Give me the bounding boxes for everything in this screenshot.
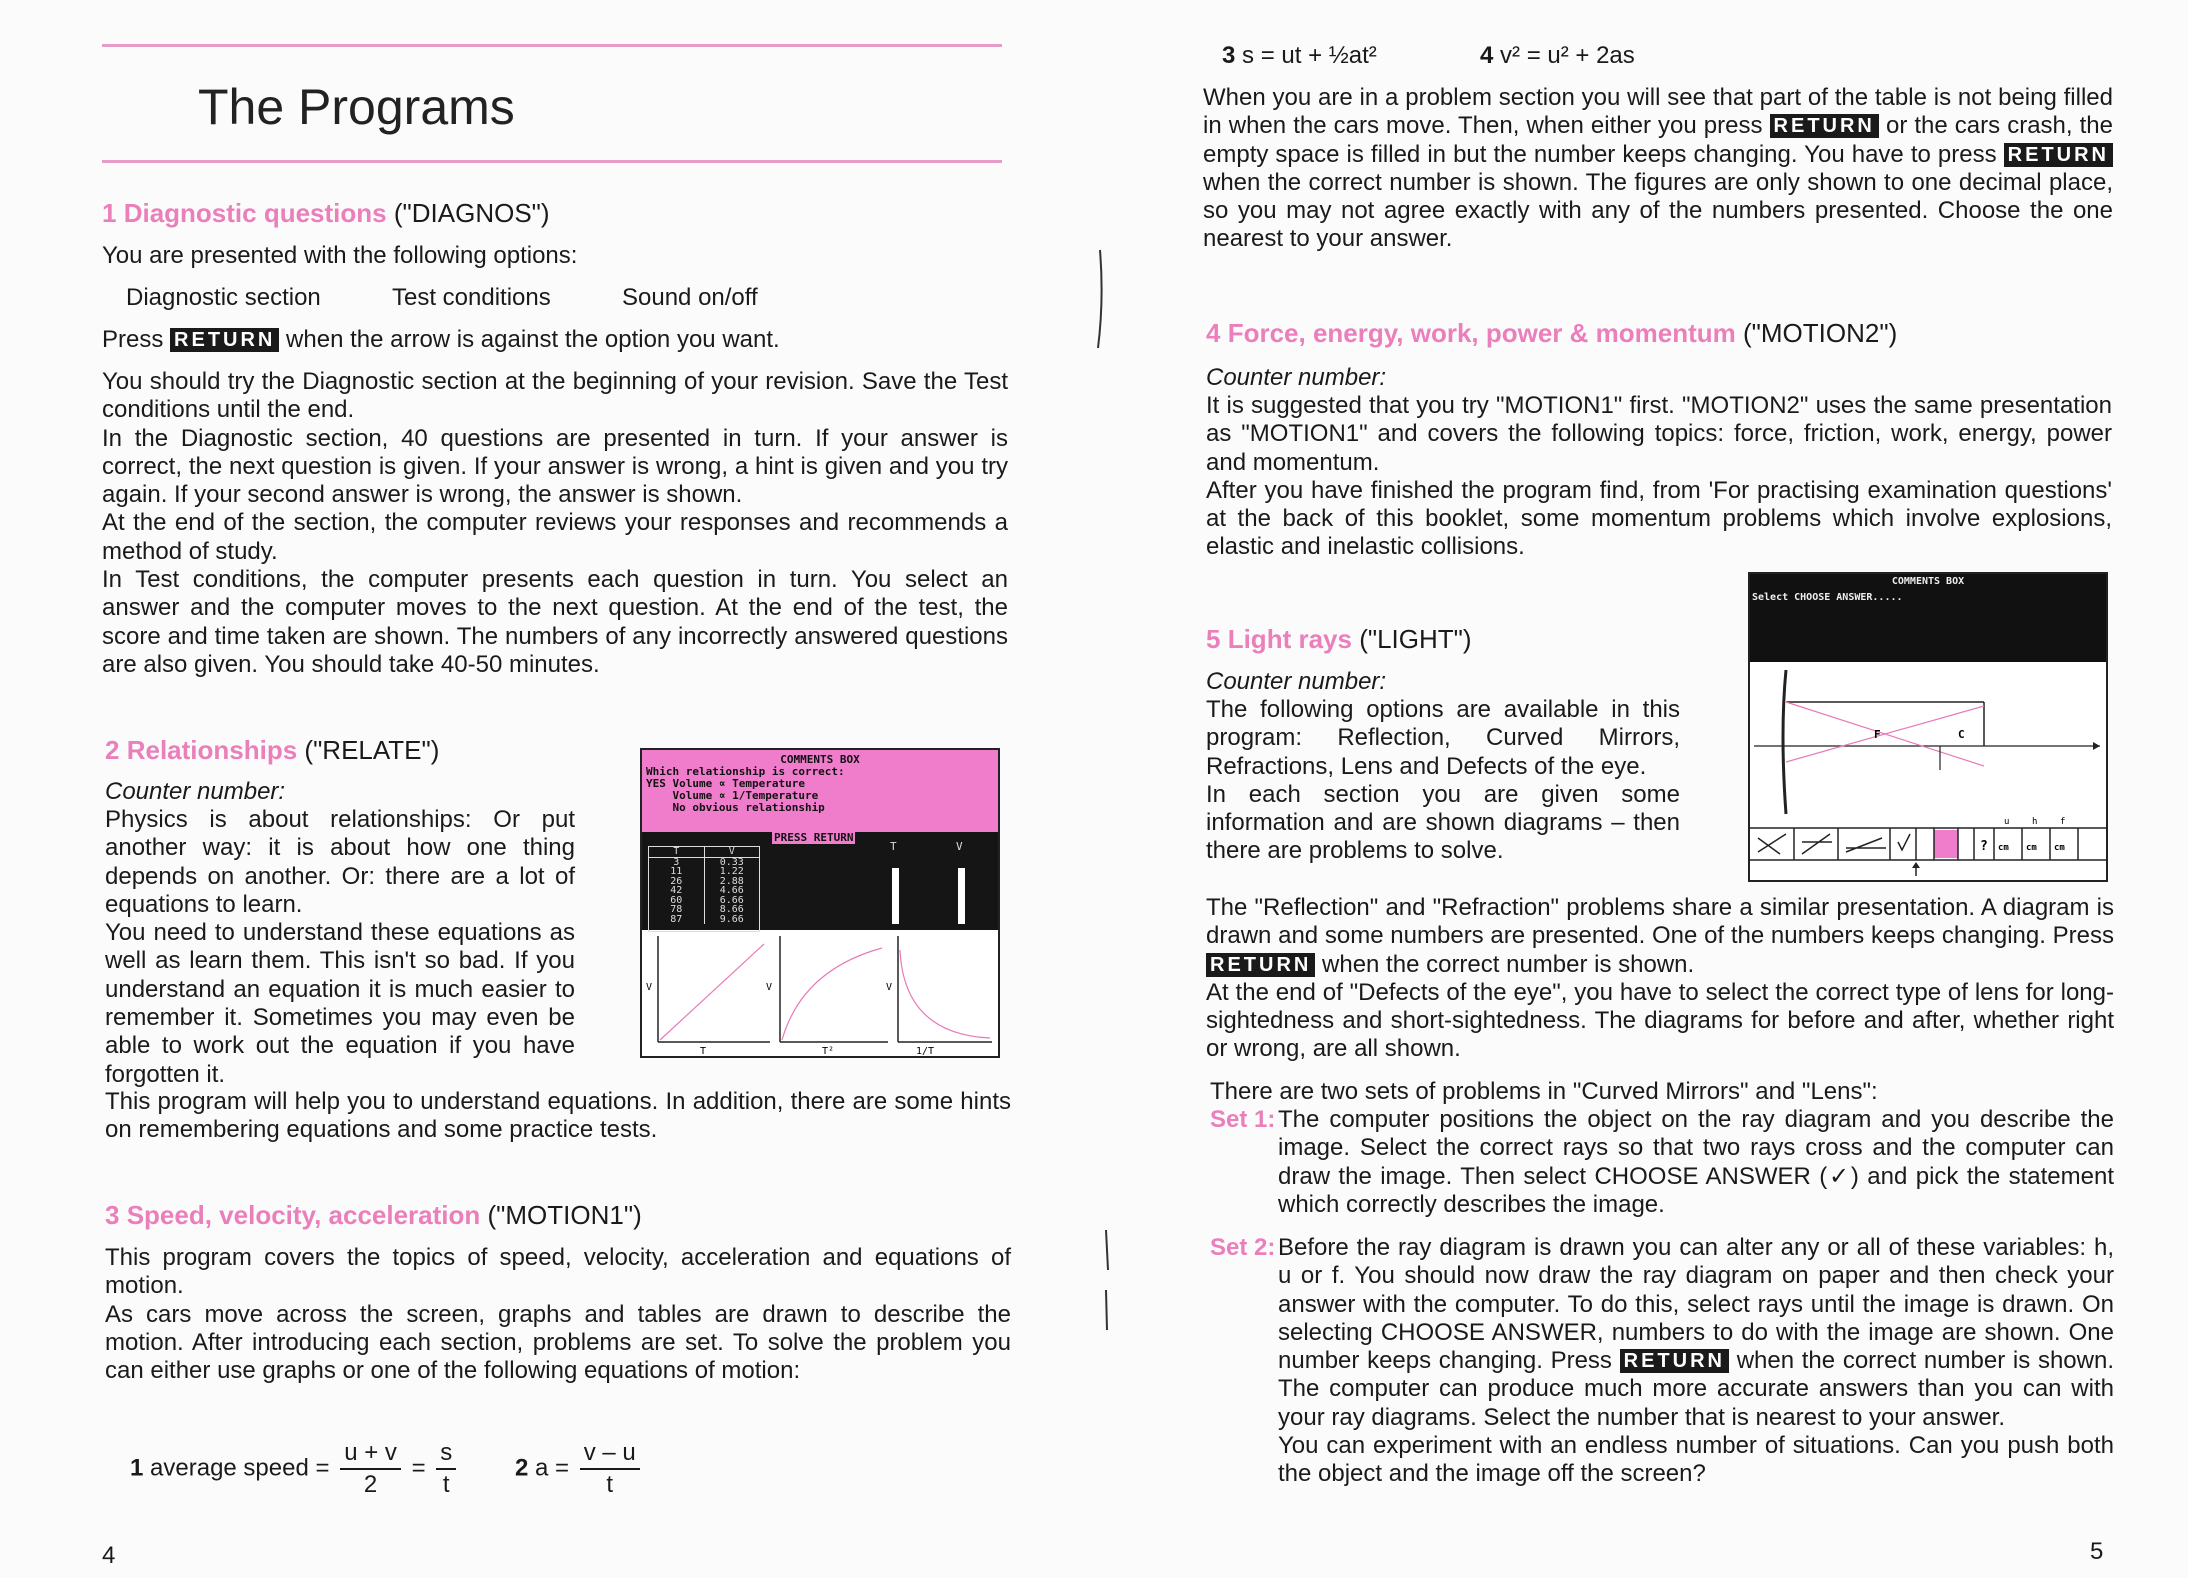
- ray-diagram: [1750, 662, 2106, 880]
- section-5-code: ("LIGHT"): [1359, 624, 1472, 654]
- option-sound: Sound on/off: [622, 284, 758, 311]
- cell-t: 87: [670, 913, 683, 925]
- section-5-p3: [1206, 894, 2114, 979]
- option-test: Test conditions: [392, 284, 551, 311]
- light-comments-box: [1750, 574, 2106, 662]
- press-return-label: PRESS RETURN: [774, 831, 854, 844]
- cell-v: 4.66: [704, 886, 760, 896]
- graph3-y-label: V: [886, 982, 893, 993]
- eq2-prefix: a =: [535, 1454, 570, 1482]
- relationship-graphs: [642, 930, 998, 1056]
- section-1-title: Diagnostic questions: [123, 198, 387, 228]
- section-1-p2: In the Diagnostic section, 40 questions are presented in turn. If your answer is correct, the next question is given. If your answer is wrong, a hint is given and you try again. If your second answer is wrong, the answer is shown.: [102, 424, 1008, 509]
- graph2-y-label: V: [766, 982, 773, 993]
- section-3-number: 3: [105, 1200, 120, 1230]
- section-5-p4: At the end of "Defects of the eye", you have to select the correct type of lens for long-sightedness and short-sightedness. The diagrams for before and after, whether right or wrong, are all shown.: [1206, 978, 2114, 1063]
- graph1-x-label: T: [700, 1046, 707, 1056]
- graph1-y-label: V: [646, 982, 653, 993]
- page-number-left: 4: [102, 1542, 116, 1569]
- equation-3: [1222, 42, 1377, 70]
- bar-label-t: T: [890, 840, 897, 853]
- eq1-f2-denominator: t: [442, 1471, 450, 1498]
- set-1-label: Set 1:: [1210, 1106, 1276, 1133]
- section-5-p1: The following options are available in this program: Reflection, Curved Mirrors, Refractions, Lens and Defects of the eye.: [1206, 696, 1680, 780]
- section-2-p1: Physics is about relationships: Or put another way: it is about how one thing depends on another. Or: there are a lot of equations to learn.: [105, 806, 575, 918]
- cell-v: 2.88: [704, 877, 760, 887]
- section-2-title: Relationships: [126, 735, 298, 765]
- return-key: RETURN: [170, 328, 279, 352]
- comments-line-1: Which relationship is correct:: [646, 765, 845, 778]
- comments-box: [642, 750, 998, 832]
- motion1-continued: [1203, 84, 2113, 254]
- section-2-code: ("RELATE"): [304, 735, 440, 765]
- comments-header: COMMENTS BOX: [780, 753, 860, 766]
- gutter-marks: [1090, 240, 1120, 1360]
- focus-label: F: [1874, 728, 1881, 741]
- set-1-text: The computer positions the object on the ray diagram and you describe the image. Select the correct rays so that two rays cross and the computer can draw the image. Then select CHOOSE ANSWER (✓) and pick the statement which correctly describes the image.: [1278, 1106, 2114, 1218]
- mini-h: h: [2032, 817, 2038, 827]
- section-2-p3: This program will help you to understand equations. In addition, there are some hints on remembering equations and some practice tests.: [105, 1088, 1011, 1144]
- option-diagnostic: Diagnostic section: [126, 284, 321, 311]
- return-key-4: RETURN: [1206, 953, 1315, 977]
- section-4-number: 4: [1206, 318, 1221, 348]
- eq3-number: 3: [1222, 42, 1236, 69]
- eq1-f2-numerator: s: [436, 1438, 456, 1470]
- section-1-p4: In Test conditions, the computer presents each question in turn. You select an answer and the computer moves to the next question. At the end of the test, the score and time taken are shown. The numbers of any incorrectly answered questions are also given. You should take 40-50 minutes.: [102, 566, 1008, 678]
- section-5-p3a: The "Reflection" and "Refraction" problems share a similar presentation. A diagram is drawn and some numbers are presented. One of the numbers keeps changing. Press: [1206, 894, 2114, 950]
- section-3-heading: [105, 1200, 642, 1231]
- motion1-p-3: when the correct number is shown. The figures are only shown to one decimal place, so you may not agree exactly with any of the numbers presented. Choose the one nearest to your answer.: [1203, 168, 2113, 253]
- light-comments-header: COMMENTS BOX: [1891, 576, 1965, 587]
- cell-v: 9.66: [704, 915, 760, 925]
- mini-f: f: [2060, 817, 2066, 827]
- icon-question: ?: [1980, 839, 1988, 854]
- bar-t: [892, 868, 899, 924]
- section-5-p5: There are two sets of problems in "Curved Mirrors" and "Lens":: [1210, 1078, 1878, 1105]
- eq1-fraction-1: [340, 1438, 401, 1500]
- section-4-title: Force, energy, work, power & momentum: [1227, 318, 1736, 348]
- graph2-x-label: T²: [822, 1046, 835, 1056]
- data-area: [642, 832, 998, 930]
- section-1-p3: At the end of the section, the computer reviews your responses and recommends a method of study.: [102, 509, 1008, 565]
- set-2-text-c: You can experiment with an endless number of situations. Can you push both the object and the image off the screen?: [1278, 1432, 2114, 1488]
- section-4-code: ("MOTION2"): [1743, 318, 1898, 348]
- cell-v: 1.22: [704, 867, 760, 877]
- bar-v: [958, 868, 965, 924]
- section-3-title: Speed, velocity, acceleration: [126, 1200, 481, 1230]
- light-comments-line: Select CHOOSE ANSWER.....: [1752, 592, 1903, 603]
- data-row: [649, 915, 759, 925]
- section-4-counter: Counter number:: [1206, 364, 1387, 391]
- section-2-body: [105, 806, 575, 1089]
- cell-v: 8.66: [704, 905, 760, 915]
- page-title: The Programs: [198, 79, 515, 135]
- col-v: V: [704, 847, 760, 857]
- mini-u: u: [2004, 817, 2010, 827]
- data-table: [648, 846, 760, 932]
- section-5-p2: In each section you are given some information and are shown diagrams – then there are problems to solve.: [1206, 780, 1680, 865]
- equation-1: [130, 1438, 460, 1500]
- section-3-p2: As cars move across the screen, graphs and tables are drawn to describe the motion. After introducing each section, problems are set. To solve the problem you can either use graphs or one of the following equations of motion:: [105, 1300, 1011, 1385]
- section-4-p2: After you have finished the program find, from 'For practising examination questions' at the back of this booklet, some momentum problems which involve explosions, elastic and inelastic collisions.: [1206, 476, 2112, 561]
- section-3-body: [105, 1244, 1011, 1385]
- data-rows: [649, 858, 759, 925]
- eq2-numerator: v – u: [580, 1438, 640, 1470]
- eq2-number: 2: [515, 1454, 529, 1482]
- icon-cm-2: cm: [2026, 843, 2037, 853]
- cell-t: 26: [670, 875, 683, 887]
- section-2-counter: Counter number:: [105, 778, 286, 805]
- section-4-heading: [1206, 318, 1897, 349]
- motion1-p-2: or the cars crash, the empty space is filled in but the number keeps changing. You have to press: [1203, 112, 2114, 168]
- title-underline: [102, 160, 1002, 163]
- bar-label-v: V: [956, 840, 963, 853]
- press-return-line: [102, 326, 1012, 354]
- comments-line-4: No obvious relationship: [646, 801, 825, 814]
- section-1-intro: You are presented with the following options:: [102, 242, 578, 269]
- press-post: when the arrow is against the option you want.: [286, 326, 780, 353]
- section-1-number: 1: [102, 198, 117, 228]
- section-1-code: ("DIAGNOS"): [393, 198, 550, 228]
- set-2-label: Set 2:: [1210, 1234, 1276, 1261]
- comments-line-3: Volume ∝ 1/Temperature: [646, 789, 819, 802]
- eq1-equals: =: [411, 1454, 426, 1482]
- set-2-text-b: when the correct number is shown. The computer can produce much more accurate answers than you can with your ray diagrams. Select the number that is nearest to your answer.: [1278, 1347, 2114, 1431]
- section-2-heading: [105, 735, 439, 766]
- section-5-counter: Counter number:: [1206, 668, 1387, 695]
- set-2-text-a: Before the ray diagram is drawn you can alter any or all of these variables: h, u or f. You should now draw the ray diagram on paper and then check your answer with the computer. To do this, select rays until the image is drawn. On selecting CHOOSE ANSWER, numbers to do with the image are shown. One number keeps changing. Press: [1278, 1234, 2114, 1375]
- top-rule: [102, 44, 1002, 47]
- eq3-text: s = ut + ½at²: [1242, 42, 1377, 69]
- return-key-3: RETURN: [2004, 143, 2113, 167]
- section-5-title: Light rays: [1227, 624, 1352, 654]
- section-5-intro: [1206, 696, 1680, 866]
- section-4-p1: It is suggested that you try "MOTION1" first. "MOTION2" uses the same presentation as "MOTION1" and covers the following topics: force, friction, work, energy, power and momentum.: [1206, 392, 2112, 476]
- section-5-number: 5: [1206, 624, 1221, 654]
- section-5-p3b: when the correct number is shown.: [1322, 950, 1695, 978]
- eq1-f1-denominator: 2: [363, 1471, 378, 1498]
- relate-screen-image: [640, 748, 1000, 1058]
- graph3-x-label: 1/T: [916, 1046, 935, 1056]
- cell-t: 42: [670, 885, 683, 896]
- set-2-text: [1278, 1234, 2114, 1489]
- section-1-heading: [102, 198, 550, 229]
- section-2-p2: You need to understand these equations as well as learn them. This isn't so bad. If you understand an equation it is much easier to remember it. Sometimes you may even be able to work out the equation if you have forgotten it.: [105, 919, 575, 1088]
- press-pre: Press: [102, 326, 164, 353]
- icon-cm-1: cm: [1998, 843, 2009, 853]
- section-5-body: [1206, 894, 2114, 1064]
- section-1-body: [102, 368, 1008, 679]
- return-key-5: RETURN: [1620, 1349, 1729, 1373]
- section-1-p1: You should try the Diagnostic section at the beginning of your revision. Save the Test conditions until the end.: [102, 368, 1008, 424]
- eq4-number: 4: [1480, 42, 1494, 69]
- equation-4: [1480, 42, 1635, 70]
- equation-2: [515, 1438, 644, 1500]
- cell-t: 3: [673, 856, 680, 868]
- section-3-p1: This program covers the topics of speed, velocity, acceleration and equations of motion.: [105, 1244, 1011, 1300]
- section-2-number: 2: [105, 735, 120, 765]
- centre-label: C: [1958, 728, 1965, 741]
- light-screen-image: [1748, 572, 2108, 882]
- cell-t: 60: [670, 894, 683, 906]
- eq1-number: 1: [130, 1454, 144, 1482]
- cell-t: 78: [670, 904, 683, 915]
- page-number-right: 5: [2090, 1538, 2104, 1565]
- eq1-f1-numerator: u + v: [340, 1438, 401, 1470]
- set-2-p-a: [1278, 1234, 2114, 1432]
- section-4-body: [1206, 392, 2112, 562]
- eq1-prefix: average speed =: [150, 1454, 330, 1482]
- eq2-fraction: [580, 1438, 640, 1500]
- comments-line-2: YES Volume ∝ Temperature: [646, 777, 805, 790]
- cell-t: 11: [670, 866, 683, 877]
- motion1-p-1: When you are in a problem section you will see that part of the table is not being filled in when the cars move. Then, when either you press: [1203, 84, 2113, 140]
- eq2-denominator: t: [606, 1471, 614, 1498]
- section-5-heading: [1206, 624, 1472, 655]
- eq4-text: v² = u² + 2as: [1500, 42, 1635, 69]
- cell-v: 0.33: [704, 858, 760, 868]
- eq1-fraction-2: [436, 1438, 456, 1500]
- section-3-code: ("MOTION1"): [487, 1200, 642, 1230]
- cell-v: 6.66: [704, 896, 760, 906]
- icon-cm-3: cm: [2054, 843, 2065, 853]
- return-key-2: RETURN: [1770, 114, 1879, 138]
- col-t: T: [673, 846, 680, 857]
